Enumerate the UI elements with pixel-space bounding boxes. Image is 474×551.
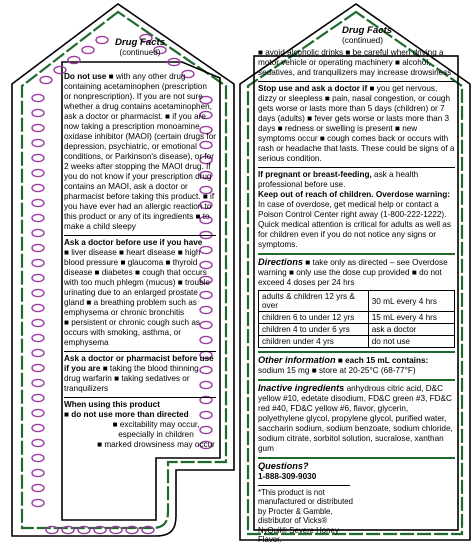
ask-doctor-item: ■ liver disease [64, 248, 117, 257]
ask-doctor-item: ■ persistent or chronic cough such as occurs with smoking, asthma, or emphysema [64, 318, 200, 347]
other-info-heading: Other information [258, 355, 336, 365]
ask-doctor-section [64, 238, 216, 348]
stop-use-item: ■ redness or swelling is present [278, 124, 393, 133]
do-not-use-item: ■ to make a child sleepy [64, 212, 210, 231]
other-info-section [258, 355, 455, 376]
right-title: Drug Facts [342, 25, 393, 36]
stop-use-item: ■ fever gets worse or lasts more than 3 days [258, 114, 449, 133]
divider [64, 235, 216, 236]
directions-section [258, 257, 455, 288]
when-using-section [64, 400, 216, 420]
stop-use-section [258, 84, 455, 164]
section-divider [258, 379, 455, 381]
ask-doctor-item: ■ heart disease [119, 248, 175, 257]
ask-pharmacist-section [64, 354, 216, 394]
table-cell: children under 4 yrs [259, 336, 369, 348]
table-row [259, 336, 455, 348]
pregnancy-text: ask a health professional before use. [258, 170, 419, 189]
table-row [259, 324, 455, 336]
other-info-item: ■ store at 20-25°C (68-77°F) [312, 366, 416, 375]
left-title: Drug Facts [114, 37, 166, 48]
directions-heading: Directions [258, 257, 303, 267]
ask-doctor-item: ■ trouble urinating due to an enlarged prostate gland [64, 278, 210, 307]
ask-pharmacist-heading: Ask a doctor or pharmacist before use if you are [64, 354, 214, 373]
right-panel-header [258, 26, 455, 46]
table-cell: ask a doctor [368, 324, 454, 336]
questions-section [258, 461, 455, 482]
table-row [259, 291, 455, 312]
footnote-product: NyQuil® Severe Honey Flavor. [258, 525, 339, 545]
inactive-ingredients-section [258, 383, 455, 454]
avoid-item: ■ avoid alcoholic drinks [258, 48, 343, 57]
when-using-item: ■ marked drowsiness may occur [97, 440, 215, 449]
ask-doctor-item: ■ thyroid disease [64, 258, 197, 277]
footnote [258, 488, 354, 544]
stop-use-item: ■ cough comes back or occurs with rash or headache that lasts. These could be signs of a serious condition. [258, 134, 454, 163]
stop-use-item: ■ new symptoms occur [258, 124, 417, 143]
ask-pharmacist-item: ■ taking sedatives or tranquilizers [64, 374, 190, 393]
when-using-item: ■ excitability may occur, especially in children [113, 420, 200, 439]
left-panel-header [64, 38, 216, 58]
stop-use-item: ■ pain, nasal congestion, or cough gets worse or lasts more than 5 days (children) or 7 days (adults) [258, 94, 450, 123]
inactive-ingredients-text: anhydrous citric acid, D&C yellow #10, edetate disodium, FD&C green #3, FD&C red #40, FD&C yellow #6, flavor, glycerin, polyethylene glycol, propylene glycol, purified water, saccharin sodium, sodium benzoate, sodium chloride, sodium citrate, sorbitol solution, sucralose, xanthan gum [258, 384, 453, 453]
left-continued: (continued) [119, 48, 161, 57]
ask-doctor-item: ■ high blood pressure [64, 248, 200, 267]
stop-use-item: ■ you get nervous, dizzy or sleepless [258, 84, 437, 103]
dosage-table [258, 290, 455, 348]
keep-out-text: In case of overdose, get medical help or contact a Poison Control Center right away (1-800-222-1222). Quick medical attention is critical for adults as well as for children even if you do not notice any signs or symptoms. [258, 200, 451, 249]
table-cell: 30 mL every 4 hrs [368, 291, 454, 312]
divider [258, 81, 455, 82]
ask-doctor-item: ■ diabetes [95, 268, 133, 277]
ask-doctor-item: ■ a breathing problem such as emphysema or chronic bronchitis [64, 298, 197, 317]
keep-out-heading: Keep out of reach of children. Overdose warning: [258, 190, 450, 199]
right-drug-facts-panel [258, 26, 455, 544]
section-divider [258, 457, 455, 459]
directions-item: ■ take only as directed – see Overdose warning [258, 258, 448, 277]
section-divider [258, 253, 455, 255]
table-cell: children 6 to under 12 yrs [259, 312, 369, 324]
do-not-use-section [64, 72, 216, 232]
table-cell: 15 mL every 4 hrs [368, 312, 454, 324]
divider [258, 485, 350, 486]
footnote-text: *This product is not manufactured or distributed by Procter & Gamble, distributor of Vicks® [258, 488, 353, 526]
ask-doctor-heading: Ask a doctor before use if you have [64, 238, 203, 247]
avoid-section [258, 48, 455, 78]
questions-phone: 1-888-309-9030 [258, 472, 317, 481]
inactive-ingredients-heading: Inactive ingredients [258, 383, 345, 393]
ask-doctor-item: ■ cough that occurs with too much phlegm (mucus) [64, 268, 207, 287]
table-cell: children 4 to under 6 yrs [259, 324, 369, 336]
when-using-item: ■ do not use more than directed [64, 410, 189, 419]
divider [64, 397, 216, 398]
directions-item: ■ do not exceed 4 doses per 24 hrs [258, 268, 442, 287]
avoid-item: ■ alcohol, sedatives, and tranquilizers may increase drowsiness [258, 58, 451, 77]
avoid-item: ■ be careful when driving a motor vehicle or operating machinery [258, 48, 444, 67]
other-info-item: sodium 15 mg [258, 366, 310, 375]
keep-out-section [258, 190, 455, 250]
questions-heading: Questions? [258, 461, 309, 471]
table-cell: adults & children 12 yrs & over [259, 291, 369, 312]
right-continued: (continued) [342, 36, 383, 45]
pregnancy-section [258, 170, 455, 190]
do-not-use-item: ■ with any other drug containing acetaminophen (prescription or nonprescription). If you are not sure whether a drug contains acetaminophen, ask a doctor or pharmacist. [64, 72, 212, 121]
divider [64, 351, 216, 352]
do-not-use-heading: Do not use [64, 72, 107, 81]
do-not-use-item: ■ if you have ever had an allergic reaction to this product or any of its ingredients [64, 192, 214, 221]
ask-doctor-item: ■ glaucoma [120, 258, 163, 267]
table-cell: do not use [368, 336, 454, 348]
section-divider [258, 351, 455, 353]
other-info-item: ■ each 15 mL contains: [338, 356, 428, 365]
stop-use-heading: Stop use and ask a doctor if [258, 84, 368, 93]
when-using-heading: When using this product [64, 400, 160, 409]
directions-item: ■ only use the dose cup provided [289, 268, 410, 277]
when-using-continued [64, 420, 216, 450]
divider [258, 167, 455, 168]
left-drug-facts-panel [64, 38, 216, 450]
pregnancy-heading: If pregnant or breast-feeding, [258, 170, 372, 179]
table-row [259, 312, 455, 324]
do-not-use-item: ■ if you are now taking a prescription monoamine oxidase inhibitor (MAOI) (certain drugs for depression, psychiatric, or emotional conditions, or Parkinson's disease), or for 2 weeks after stopping the MAOI drug. If you do not know if your prescription drug contains an MAOI, ask a doctor or pharmacist before taking this product. [64, 112, 216, 201]
ask-pharmacist-item: ■ taking the blood thinning drug warfarin [64, 364, 199, 383]
